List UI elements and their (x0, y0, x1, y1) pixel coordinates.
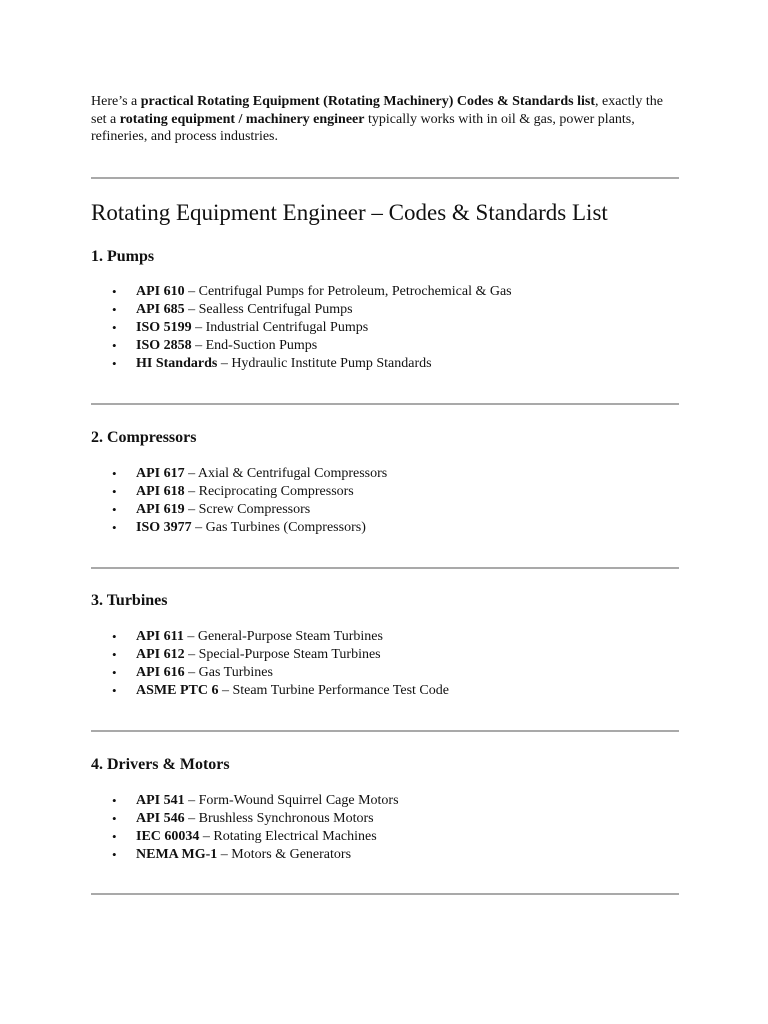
list-item (112, 664, 449, 682)
bullet-icon: • (112, 683, 117, 698)
list-item (112, 792, 399, 810)
standard-description: – Screw Compressors (184, 502, 311, 517)
standard-code: HI Standards (136, 356, 218, 371)
list-item (112, 810, 399, 828)
intro-bold-1: practical Rotating Equipment (Rotating Machinery) Codes & Standards list (140, 94, 595, 109)
divider (91, 403, 679, 405)
standard-code: ISO 5199 (136, 320, 192, 335)
standard-code: ASME PTC 6 (136, 683, 219, 698)
standard-code: API 612 (136, 647, 185, 662)
list-item (112, 301, 512, 319)
divider (91, 730, 679, 732)
list-item (112, 355, 512, 373)
standard-description: – Rotating Electrical Machines (199, 829, 377, 844)
standard-code: API 611 (136, 629, 184, 644)
standard-description: – Special-Purpose Steam Turbines (184, 647, 381, 662)
list-item (112, 283, 512, 301)
standard-description: – Reciprocating Compressors (184, 484, 354, 499)
standard-code: API 546 (136, 811, 185, 826)
standard-description: – End-Suction Pumps (191, 338, 318, 353)
standard-code: API 618 (136, 484, 185, 499)
bullet-icon: • (112, 793, 117, 808)
intro-text-3: typically works with in oil & gas, power plants, refineries, and process industries. (91, 111, 635, 144)
bullet-icon: • (112, 811, 117, 826)
standard-code: API 616 (136, 665, 185, 680)
divider (91, 177, 679, 179)
bullet-icon: • (112, 466, 117, 481)
standard-description: – Motors & Generators (217, 847, 352, 862)
list-item (112, 646, 449, 664)
section-heading-pumps: 1. Pumps (91, 248, 155, 265)
compressors-standards-list (112, 465, 387, 537)
bullet-icon: • (112, 502, 117, 517)
list-item (112, 682, 449, 700)
standard-description: – General-Purpose Steam Turbines (183, 629, 383, 644)
list-item (112, 337, 512, 355)
section-heading-drivers-motors: 4. Drivers & Motors (91, 756, 230, 773)
divider (91, 893, 679, 895)
standard-code: ISO 2858 (136, 338, 192, 353)
standard-description: – Gas Turbines (Compressors) (191, 520, 366, 535)
bullet-icon: • (112, 320, 117, 335)
document-title: Rotating Equipment Engineer – Codes & Standards List (91, 200, 608, 225)
intro-paragraph (91, 93, 679, 146)
standard-description: – Industrial Centrifugal Pumps (191, 320, 369, 335)
list-item (112, 828, 399, 846)
section-heading-compressors: 2. Compressors (91, 429, 197, 446)
standard-description: – Steam Turbine Performance Test Code (218, 683, 449, 698)
standard-code: IEC 60034 (136, 829, 200, 844)
list-item (112, 483, 387, 501)
bullet-icon: • (112, 520, 117, 535)
bullet-icon: • (112, 356, 117, 371)
drivers-motors-standards-list (112, 792, 399, 864)
intro-text-2: , exactly the set a (91, 94, 664, 127)
standard-description: – Centrifugal Pumps for Petroleum, Petrochemical & Gas (184, 284, 512, 299)
bullet-icon: • (112, 829, 117, 844)
standard-code: API 685 (136, 302, 185, 317)
list-item (112, 319, 512, 337)
bullet-icon: • (112, 302, 117, 317)
standard-code: NEMA MG-1 (136, 847, 218, 862)
bullet-icon: • (112, 647, 117, 662)
intro-text-1: Here’s a (91, 94, 141, 109)
intro-bold-2: rotating equipment / machinery engineer (119, 111, 365, 127)
divider (91, 567, 679, 569)
list-item (112, 465, 387, 483)
standard-description: – Hydraulic Institute Pump Standards (217, 356, 432, 371)
bullet-icon: • (112, 338, 117, 353)
bullet-icon: • (112, 847, 117, 862)
standard-code: API 617 (136, 466, 185, 481)
pumps-standards-list (112, 283, 512, 373)
standard-description: – Brushless Synchronous Motors (184, 811, 374, 826)
bullet-icon: • (112, 484, 117, 499)
standard-description: – Axial & Centrifugal Compressors (184, 466, 388, 481)
list-item (112, 519, 387, 537)
standard-code: API 541 (136, 793, 185, 808)
standard-description: – Gas Turbines (184, 665, 273, 680)
turbines-standards-list (112, 628, 449, 700)
list-item (112, 628, 449, 646)
standard-code: API 619 (136, 502, 185, 517)
bullet-icon: • (112, 629, 117, 644)
bullet-icon: • (112, 284, 117, 299)
list-item (112, 846, 399, 864)
standard-description: – Sealless Centrifugal Pumps (184, 302, 353, 317)
section-heading-turbines: 3. Turbines (91, 592, 168, 609)
standard-code: ISO 3977 (136, 520, 192, 535)
standard-description: – Form-Wound Squirrel Cage Motors (184, 793, 399, 808)
list-item (112, 501, 387, 519)
standard-code: API 610 (136, 284, 185, 299)
bullet-icon: • (112, 665, 117, 680)
